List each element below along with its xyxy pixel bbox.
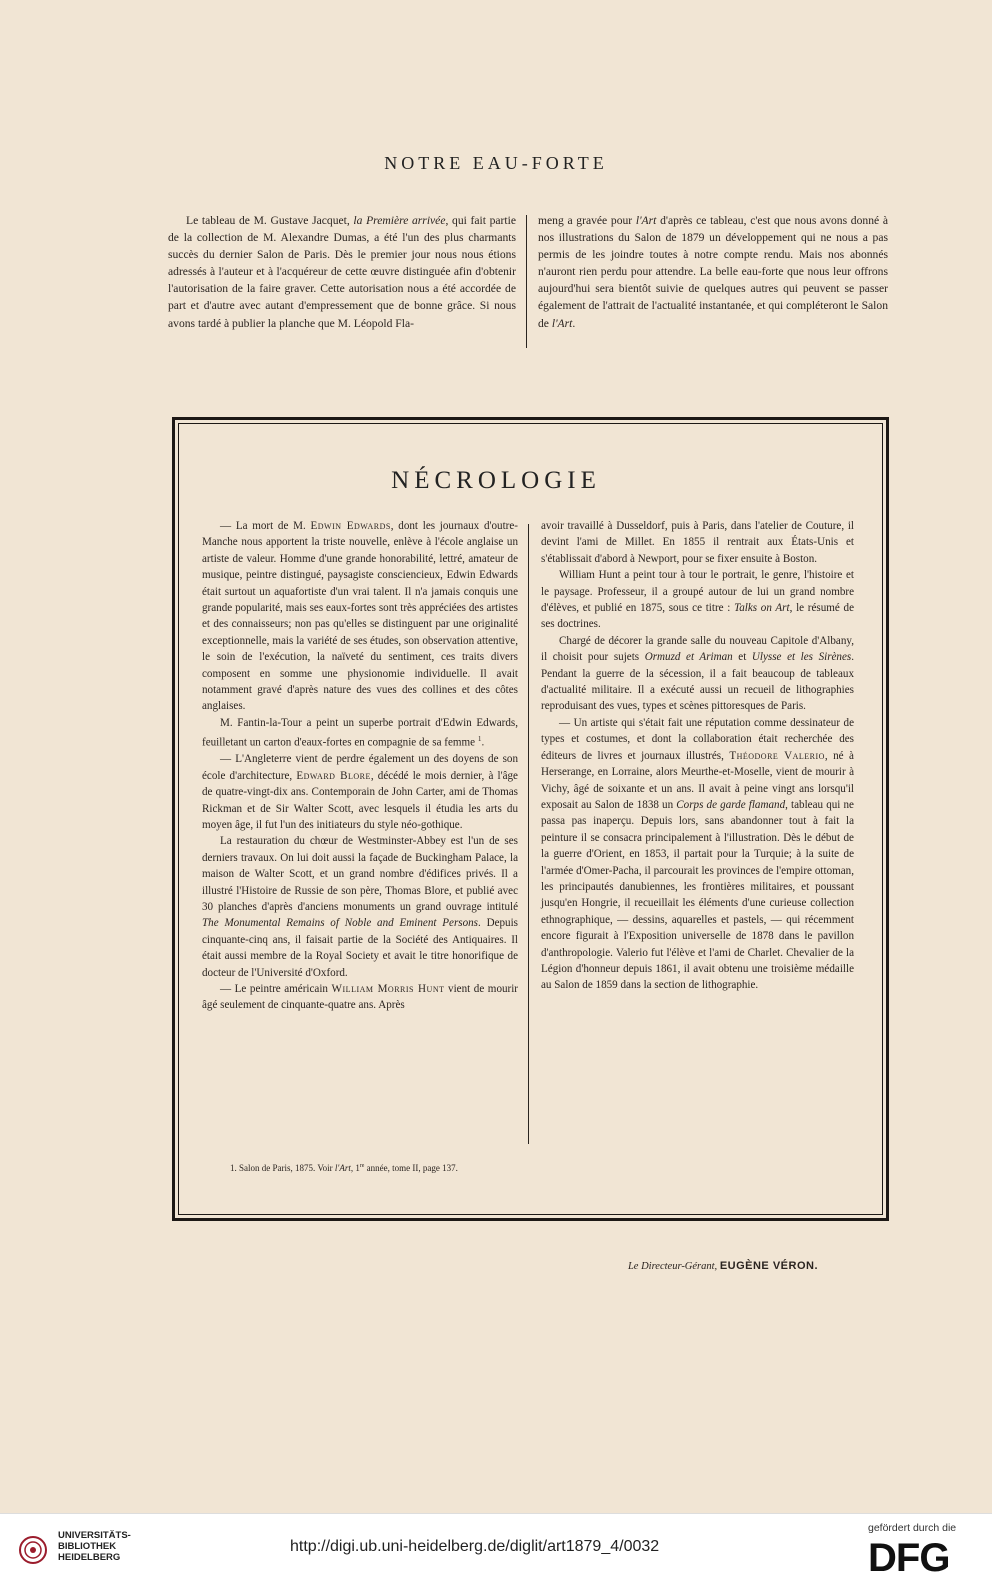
text-run: d'après ce tableau, c'est que nous avons donné à nos illustrations du Salon de 1879 un développement qui ne nous a pas permis de les joindre toutes à notre compte rendu. Mais nos abonnés n'auront rien perdu pour attendre. La belle eau-forte que nous leur offrons aujourd'hui sera bientôt suivie de quelques autres qui peuvent se passer également de l'attrait de l'actualité instantanée, et qui compléteront le Salon de <box>538 214 888 330</box>
text-run: , décédé le mois dernier, à l'âge de quatre-vingt-dix ans. Contemporain de John Carter, ami de Thomas Rickman et de Sir Walter Scott, avec lesquels il étudia les arts du moyen âge, il fut l'un des initiateurs du style néo-gothique. <box>202 769 518 831</box>
person-name: William Morris Hunt <box>331 983 445 996</box>
necrologie-column-right <box>541 518 854 994</box>
paragraph <box>202 715 518 752</box>
viewer-footer <box>0 1513 992 1586</box>
paragraph <box>541 518 854 567</box>
paragraph <box>168 212 516 332</box>
library-name-line: UNIVERSITÄTS- <box>58 1530 131 1541</box>
text-run: M. Fantin-la-Tour a peint un superbe portrait d'Edwin Edwards, feuilletant un carton d'eaux-fortes en compagnie de sa femme <box>202 716 518 749</box>
italic-title: la Première arrivée <box>353 214 446 227</box>
eau-forte-column-right <box>538 212 888 332</box>
permalink-url[interactable]: http://digi.ub.uni-heidelberg.de/diglit/art1879_4/0032 <box>290 1538 660 1555</box>
italic-title: Ormuzd et Ariman <box>644 651 733 664</box>
paragraph <box>538 212 888 332</box>
dfg-logo[interactable]: DFG <box>868 1536 950 1580</box>
text-run: , né à Herserange, en Lorraine, alors Meurthe-et-Moselle, vient de mourir à Vichy, âgé de soixante et un ans. Il avait à peine vingt ans lorsqu'il exposait au Salon de 1838 un <box>541 749 854 811</box>
text-run: avoir travaillé à Dusseldorf, puis à Paris, dans l'atelier de Couture, il devint l'ami de Millet. En 1855 il rentrait aux États-Unis et s'établissait d'abord à Newport, pour se fixer ensuite à Boston. <box>541 520 854 565</box>
library-name-line: HEIDELBERG <box>58 1552 121 1563</box>
text-run: — Un artiste qui s'était fait une réputation comme dessinateur de types et costumes, et dont la collaboration était recherchée des éditeurs de livres et journaux illustrés, <box>541 716 854 762</box>
text-run: 1. Salon de Paris, 1875. Voir <box>230 1163 335 1173</box>
person-name: Edwin Edwards <box>310 520 391 532</box>
italic-title: l'Art <box>551 316 573 330</box>
paragraph <box>541 715 854 994</box>
person-name: Théodore Valerio <box>729 749 825 762</box>
text-run: — L'Angleterre vient de perdre également un des doyens de son école d'architecture, <box>202 753 518 782</box>
text-run: William Hunt a peint tour à tour le portrait, le genre, l'histoire et le paysage. Professeur, il a groupé autour de lui un grand nombre d'élèves, et publié en 1875, sous ce titre : <box>541 569 854 615</box>
text-run: vient de mourir âgé seulement de cinquante-quatre ans. Après <box>202 983 519 1012</box>
signature <box>480 1260 818 1272</box>
article-title-necrologie: NÉCROLOGIE <box>391 467 601 494</box>
text-run: , tableau qui ne passa pas inaperçu. Depuis lors, sans abandonner tout à fait la peinture il se consacra principalement à l'illustration. Dès le début de la guerre d'Orient, en 1853, il partait pour la Turquie; à la suite de l'armée d'Omer-Pacha, il parcourait les provinces de l'empire ottoman, les principautés danubiennes, les frontières militaires, et poussant jusqu'en Hongrie, il recueillait les éléments d'une curieuse collection ethnographique, — dessins, aquarelles et pastels, — qui récemment encore figurait à l'Exposition universelle de 1878 dans le pavillon d'anthropologie. Valerio fut l'élève et l'ami de Charlet. Chevalier de la Légion d'honneur depuis 1861, il avait obtenu une troisième médaille au Salon de 1859 dans la section de lithographie. <box>541 798 854 992</box>
italic-title: l'Art <box>334 1163 351 1173</box>
paragraph <box>202 833 518 981</box>
text-run: , qui fait partie de la collection de M. Alexandre Dumas, a été l'un des plus charmants succès du dernier Salon de Paris. Dès le premier jour nous nous étions adressés à l'auteur et à l'acquéreur de cette œuvre distinguée afin d'obtenir l'autorisation de la faire graver. Cette autorisation nous a été accordée de part et d'autre avec autant d'empressement que de bonne grâce. Si nous avons tardé à publier la planche que M. Léopold Fla- <box>168 214 516 330</box>
column-divider <box>526 215 527 348</box>
text-run: , le résumé de ses doctrines. <box>541 602 854 631</box>
paragraph <box>541 633 854 715</box>
italic-title: l'Art <box>635 214 657 227</box>
text-run: et <box>732 651 752 664</box>
text-run: année, tome II, page 137. <box>364 1163 458 1173</box>
signature-name: EUGÈNE VÉRON. <box>719 1260 818 1272</box>
column-divider <box>528 524 529 1144</box>
text-run: 1 <box>477 735 482 744</box>
university-seal-icon <box>18 1532 48 1568</box>
text-run: La restauration du chœur de Westminster-Abbey est l'un de ses derniers travaux. On lui doit aussi la façade de Buckingham Palace, la maison de Walter Scott, et un grand nombre d'édifices privés. Il a illustré l'Histoire de Russie de son père, Thomas Blore, et publié avec 30 planches d'après d'anciens monuments un grand ouvrage intitulé <box>202 835 518 914</box>
article-title-eau-forte: NOTRE EAU-FORTE <box>384 153 608 173</box>
italic-title: Corps de garde flamand <box>676 798 786 811</box>
text-run: . <box>572 316 576 330</box>
text-run: meng a gravée pour <box>538 214 636 227</box>
paragraph <box>541 567 854 633</box>
funder-label: gefördert durch die <box>868 1522 957 1534</box>
paragraph <box>202 518 518 715</box>
person-name: Edward Blore <box>296 769 371 782</box>
text-run: . Pendant la guerre de la sécession, il a fait beaucoup de tableaux d'actualité militaire. Il a exécuté aussi un recueil de lithographies reproduisant des vues, types et scènes pittoresques de Paris. <box>541 651 855 713</box>
paragraph <box>202 751 518 833</box>
library-name-line: BIBLIOTHEK <box>58 1541 117 1552</box>
signature-role: Le Directeur-Gérant, <box>627 1261 718 1272</box>
italic-title: The Monumental Remains of Noble and Eminent Persons <box>202 917 478 930</box>
text-run: . Depuis cinquante-cinq ans, il faisait partie de la Société des Antiquaires. Il était aussi membre de la Royal Society et avait le titre honorifique de docteur de l'Université d'Oxford. <box>202 917 518 979</box>
text-run: — Le peintre américain <box>220 983 332 996</box>
text-run: , 1 <box>350 1163 360 1173</box>
eau-forte-column-left <box>168 212 516 332</box>
text-run: — La mort de M. <box>220 520 311 532</box>
text-run: , dont les journaux d'outre-Manche nous apportent la triste nouvelle, enlève à l'école anglaise un artiste de valeur. Homme d'une grande honorabilité, lettré, amateur de musique, peintre distingué, paysagiste consciencieux, Edwin Edwards était surtout un aquafortiste d'un vrai talent. Il n'a jamais conquis une grande popularité, mais ses eaux-fortes sont très appréciées des artistes et des connaisseurs; non pas qu'elles se distinguent par une originalité exceptionnelle, mais la variété de ses études, son observation attentive, le soin de l'exécution, la naïveté du sentiment, ces traits divers composent en somme une physionomie individuelle. Il avait notamment gravé d'après nature des vues des collines et des côtes anglaises. <box>202 520 518 713</box>
paragraph <box>202 981 518 1014</box>
text-run: Le tableau de M. Gustave Jacquet, <box>186 214 354 227</box>
necrologie-column-left <box>202 518 518 1014</box>
text-run: Chargé de décorer la grande salle du nouveau Capitole d'Albany, il choisit pour sujets <box>541 634 854 664</box>
footnote <box>230 1160 550 1174</box>
italic-title: Ulysse et les Sirènes <box>751 651 852 664</box>
italic-title: Talks on Art <box>734 602 790 615</box>
text-run: . <box>481 736 485 749</box>
library-name <box>58 1530 131 1563</box>
text-run: re <box>359 1163 365 1169</box>
